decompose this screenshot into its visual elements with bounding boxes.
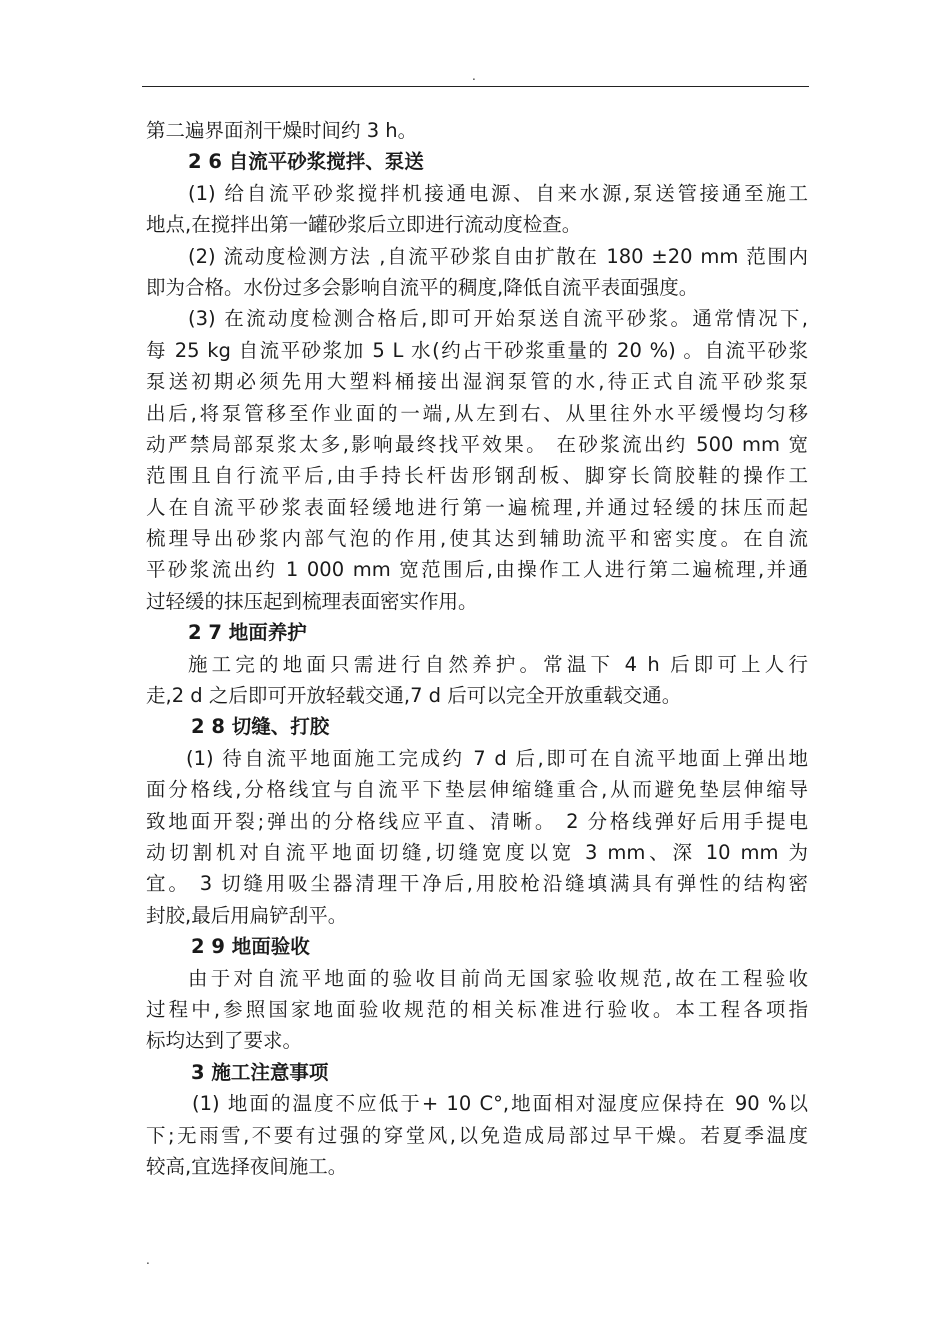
body-line: (1) 地面的温度不应低于+ 10 C°,地面相对湿度应保持在 90 %以 [192, 1092, 808, 1116]
body-line: 面分格线,分格线宜与自流平下垫层伸缩缝重合,从而避免垫层伸缩导 [146, 778, 808, 802]
header-rule [142, 86, 809, 87]
section-heading-2-9: 2 9 地面验收 [191, 935, 310, 959]
body-line: 范围且自行流平后,由手持长杆齿形钢刮板、脚穿长筒胶鞋的操作工 [146, 464, 808, 488]
body-line: (3) 在流动度检测合格后,即可开始泵送自流平砂浆。通常情况下, [188, 307, 808, 331]
body-line: 过程中,参照国家地面验收规范的相关标准进行验收。本工程各项指 [146, 997, 808, 1021]
body-line: 施工完的地面只需进行自然养护。常温下 4 h 后即可上人行 [188, 652, 808, 676]
body-line: 动切割机对自流平地面切缝,切缝宽度以宽 3 mm、深 10 mm 为 [146, 840, 808, 864]
body-line: (1) 给自流平砂浆搅拌机接通电源、自来水源,泵送管接通至施工 [188, 181, 808, 205]
body-line: 出后,将泵管移至作业面的一端,从左到右、从里往外水平缓慢均匀移 [146, 401, 808, 425]
body-line: 平砂浆流出约 1 000 mm 宽范围后,由操作工人进行第二遍梳理,并通 [146, 558, 808, 582]
body-line: 下;无雨雪,不要有过强的穿堂风,以免造成局部过早干燥。若夏季温度 [146, 1123, 808, 1147]
body-line: 由于对自流平地面的验收目前尚无国家验收规范,故在工程验收 [188, 966, 808, 990]
footer-mark: . [146, 1253, 150, 1267]
body-line: 第二遍界面剂干燥时间约 3 h。 [146, 119, 418, 142]
section-heading-2-6: 2 6 自流平砂浆搅拌、泵送 [188, 150, 424, 174]
body-line: 人在自流平砂浆表面轻缓地进行第一遍梳理,并通过轻缓的抹压而起 [146, 495, 808, 519]
body-line: 宜。 3 切缝用吸尘器清理干净后,用胶枪沿缝填满具有弹性的结构密 [146, 872, 808, 896]
header-mark: . [472, 69, 476, 83]
body-line: 走,2 d 之后即可开放轻载交通,7 d 后可以完全开放重载交通。 [146, 684, 682, 708]
body-line: (2) 流动度检测方法 ,自流平砂浆自由扩散在 180 ±20 mm 范围内 [188, 244, 808, 268]
body-line: 泵送初期必须先用大塑料桶接出湿润泵管的水,待正式自流平砂浆泵 [146, 370, 808, 394]
body-line: 每 25 kg 自流平砂浆加 5 L 水(约占干砂浆重量的 20 %) 。自流平砂浆 [146, 338, 808, 362]
body-line: 封胶,最后用扁铲刮平。 [146, 903, 348, 927]
body-line: (1) 待自流平地面施工完成约 7 d 后,即可在自流平地面上弹出地 [186, 746, 808, 770]
document-body [146, 115, 808, 1182]
section-heading-2-7: 2 7 地面养护 [188, 621, 307, 645]
body-line: 标均达到了要求。 [146, 1029, 303, 1053]
section-heading-2-8: 2 8 切缝、打胶 [191, 715, 330, 739]
body-line: 致地面开裂;弹出的分格线应平直、清晰。 2 分格线弹好后用手提电 [146, 809, 808, 833]
body-line: 即为合格。水份过多会影响自流平的稠度,降低自流平表面强度。 [146, 275, 699, 299]
body-line: 梳理导出砂浆内部气泡的作用,使其达到辅助流平和密实度。在自流 [146, 527, 808, 551]
body-line: 动严禁局部泵浆太多,影响最终找平效果。 在砂浆流出约 500 mm 宽 [146, 432, 808, 456]
body-line: 过轻缓的抹压起到梳理表面密实作用。 [146, 589, 478, 613]
body-line: 较高,宜选择夜间施工。 [146, 1154, 348, 1178]
body-line: 地点,在搅拌出第一罐砂浆后立即进行流动度检查。 [146, 213, 582, 237]
section-heading-3: 3 施工注意事项 [191, 1060, 329, 1084]
